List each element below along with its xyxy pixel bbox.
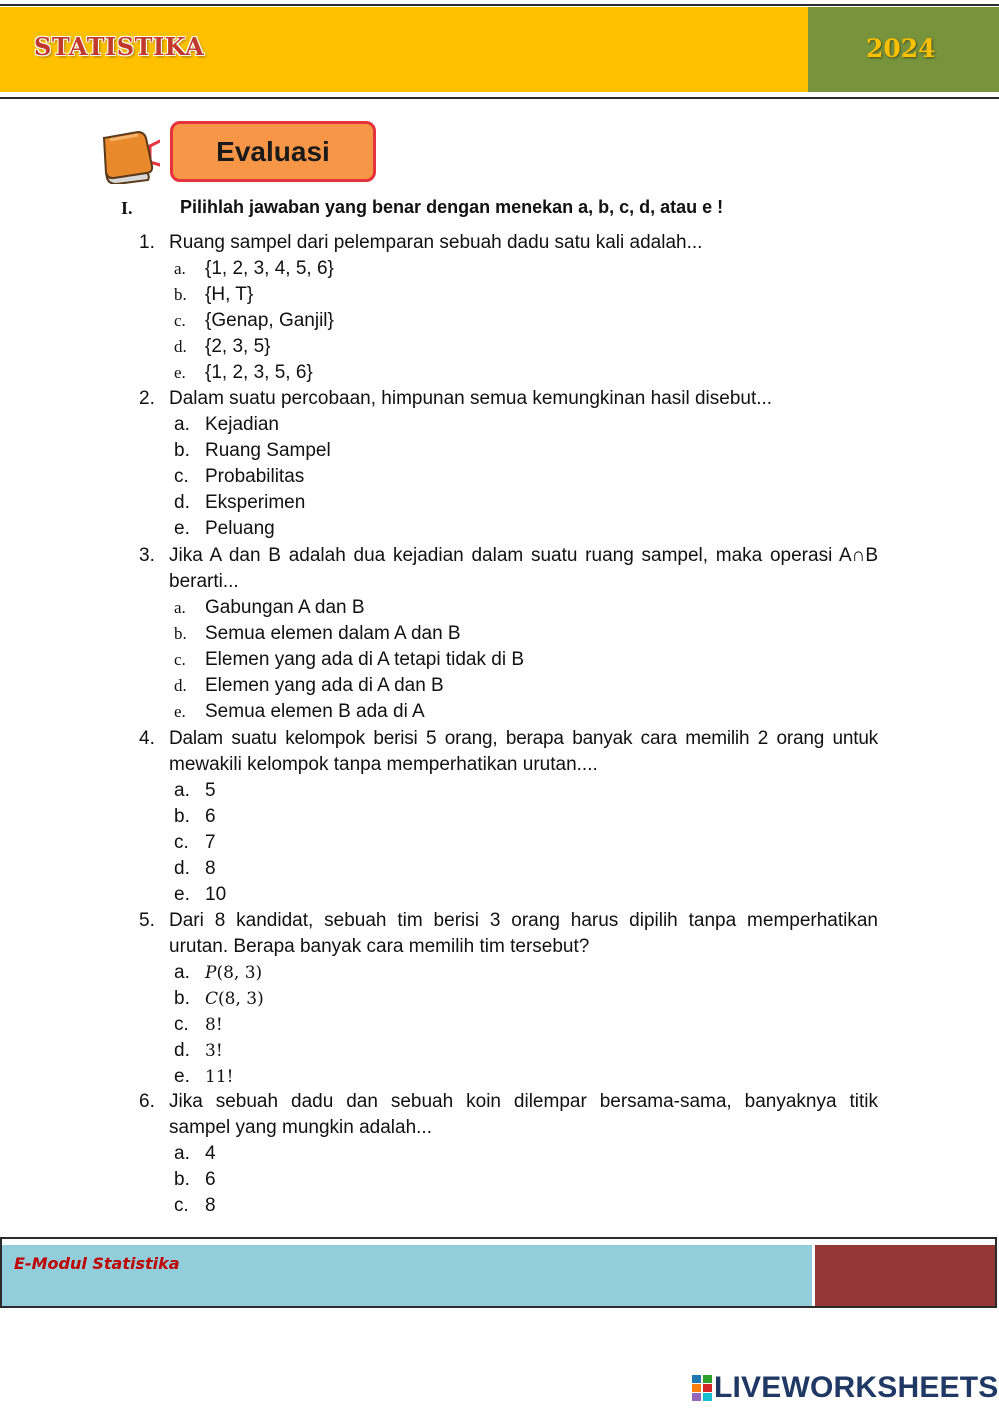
option-text[interactable]: {Genap, Ganjil} — [205, 310, 334, 331]
option-text[interactable]: {H, T} — [205, 284, 254, 305]
book-icon — [98, 128, 160, 184]
option-label[interactable]: e. — [174, 1066, 190, 1087]
footer-red-band — [815, 1245, 995, 1307]
option-text[interactable]: 10 — [205, 884, 227, 905]
option-text[interactable]: 5 — [205, 780, 216, 801]
footer-right-rule — [995, 1237, 997, 1308]
liveworksheets-logo-icon — [692, 1375, 712, 1401]
option-text[interactable]: 8 — [205, 858, 216, 879]
question-number: 3. — [139, 545, 155, 566]
option-label[interactable]: a. — [174, 780, 190, 801]
option-text[interactable]: 8! — [205, 1015, 223, 1035]
option-text[interactable]: {1, 2, 3, 5, 6} — [205, 362, 313, 383]
option-text[interactable]: Elemen yang ada di A dan B — [205, 675, 444, 696]
page-header — [0, 0, 999, 102]
question-text: Dari 8 kandidat, sebuah tim berisi 3 orang harus dipilih tanpa memperhatikan — [169, 910, 878, 931]
footer-module-name: E-Modul Statistika — [14, 1254, 180, 1273]
option-label[interactable]: c. — [174, 311, 186, 330]
option-label[interactable]: d. — [174, 337, 187, 356]
option-text[interactable]: Eksperimen — [205, 492, 306, 513]
option-text[interactable]: 3! — [205, 1041, 223, 1061]
option-label[interactable]: a. — [174, 1143, 190, 1164]
option-text[interactable]: Semua elemen dalam A dan B — [205, 623, 461, 644]
option-label[interactable]: d. — [174, 492, 190, 513]
option-label[interactable]: c. — [174, 1195, 189, 1216]
option-label[interactable]: c. — [174, 650, 186, 669]
question-text: Dalam suatu percobaan, himpunan semua kemungkinan hasil disebut... — [169, 388, 773, 409]
instruction-number: I. — [121, 198, 133, 218]
option-formula[interactable] — [205, 986, 264, 1012]
option-label[interactable]: d. — [174, 1040, 190, 1061]
option-label[interactable]: b. — [174, 440, 190, 461]
option-formula[interactable] — [205, 960, 262, 986]
option-text[interactable]: Elemen yang ada di A tetapi tidak di B — [205, 649, 524, 670]
option-text[interactable]: 6 — [205, 1169, 216, 1190]
question-text: Jika A dan B adalah dua kejadian dalam suatu ruang sampel, maka operasi A∩B — [169, 545, 878, 566]
option-label[interactable]: b. — [174, 806, 190, 827]
question-text-continued: urutan. Berapa banyak cara memilih tim tersebut? — [169, 936, 590, 957]
module-year: 2024 — [866, 34, 936, 63]
footer-top-rule — [0, 1237, 997, 1239]
option-text[interactable]: 6 — [205, 806, 216, 827]
question-number: 1. — [139, 232, 155, 253]
question-number: 6. — [139, 1091, 155, 1112]
liveworksheets-wordmark: LIVEWORKSHEETS — [714, 1371, 999, 1404]
option-label[interactable]: c. — [174, 466, 189, 487]
option-text[interactable]: Ruang Sampel — [205, 440, 331, 461]
option-label[interactable]: c. — [174, 1014, 189, 1035]
option-text[interactable]: {2, 3, 5} — [205, 336, 271, 357]
option-label[interactable]: b. — [174, 624, 187, 643]
option-label[interactable]: e. — [174, 363, 186, 382]
option-text[interactable]: Gabungan A dan B — [205, 597, 365, 618]
question-number: 5. — [139, 910, 155, 931]
option-label[interactable]: e. — [174, 518, 190, 539]
option-label[interactable]: e. — [174, 884, 190, 905]
option-label[interactable]: e. — [174, 702, 186, 721]
question-text-continued: sampel yang mungkin adalah... — [169, 1117, 432, 1138]
question-text: Ruang sampel dari pelemparan sebuah dadu satu kali adalah... — [169, 232, 703, 253]
option-label[interactable]: a. — [174, 962, 190, 983]
option-text[interactable]: 8 — [205, 1195, 216, 1216]
option-text[interactable]: Probabilitas — [205, 466, 305, 487]
footer-left-rule — [0, 1237, 2, 1308]
footer-bottom-rule — [0, 1306, 997, 1308]
option-label[interactable]: a. — [174, 414, 190, 435]
option-text[interactable]: Semua elemen B ada di A — [205, 701, 425, 722]
option-text[interactable]: 7 — [205, 832, 216, 853]
option-text[interactable]: 11! — [205, 1067, 234, 1087]
formula-arguments: (8, 3) — [218, 989, 264, 1009]
option-text[interactable]: 4 — [205, 1143, 216, 1164]
formula-arguments: (8, 3) — [216, 963, 263, 983]
formula-function: P — [205, 963, 217, 983]
option-text[interactable]: Peluang — [205, 518, 275, 539]
option-label[interactable]: b. — [174, 285, 187, 304]
header-bottom-rule — [0, 97, 999, 99]
option-label[interactable]: c. — [174, 832, 189, 853]
question-text-continued: berarti... — [169, 571, 239, 592]
option-label[interactable]: a. — [174, 259, 186, 278]
module-title: STATISTIKA — [34, 32, 205, 61]
question-text: Jika sebuah dadu dan sebuah koin dilempar bersama-sama, banyaknya titik — [169, 1091, 878, 1112]
section-heading-box — [170, 121, 376, 182]
option-text[interactable]: Kejadian — [205, 414, 279, 435]
question-number: 2. — [139, 388, 155, 409]
instruction-text: Pilihlah jawaban yang benar dengan menekan a, b, c, d, atau e ! — [180, 197, 724, 217]
page-footer — [0, 1237, 999, 1309]
liveworksheets-brand[interactable] — [692, 1371, 999, 1405]
option-label[interactable]: a. — [174, 598, 186, 617]
option-label[interactable]: d. — [174, 858, 190, 879]
option-label[interactable]: b. — [174, 1169, 190, 1190]
question-number: 4. — [139, 728, 155, 749]
formula-function: C — [205, 989, 219, 1009]
question-text-continued: mewakili kelompok tanpa memperhatikan urutan.... — [169, 754, 598, 775]
option-label[interactable]: d. — [174, 676, 187, 695]
option-label[interactable]: b. — [174, 988, 190, 1009]
question-text: Dalam suatu kelompok berisi 5 orang, berapa banyak cara memilih 2 orang untuk — [169, 728, 878, 749]
option-text[interactable]: {1, 2, 3, 4, 5, 6} — [205, 258, 334, 279]
header-top-rule — [0, 4, 999, 6]
section-heading: Evaluasi — [216, 135, 330, 167]
